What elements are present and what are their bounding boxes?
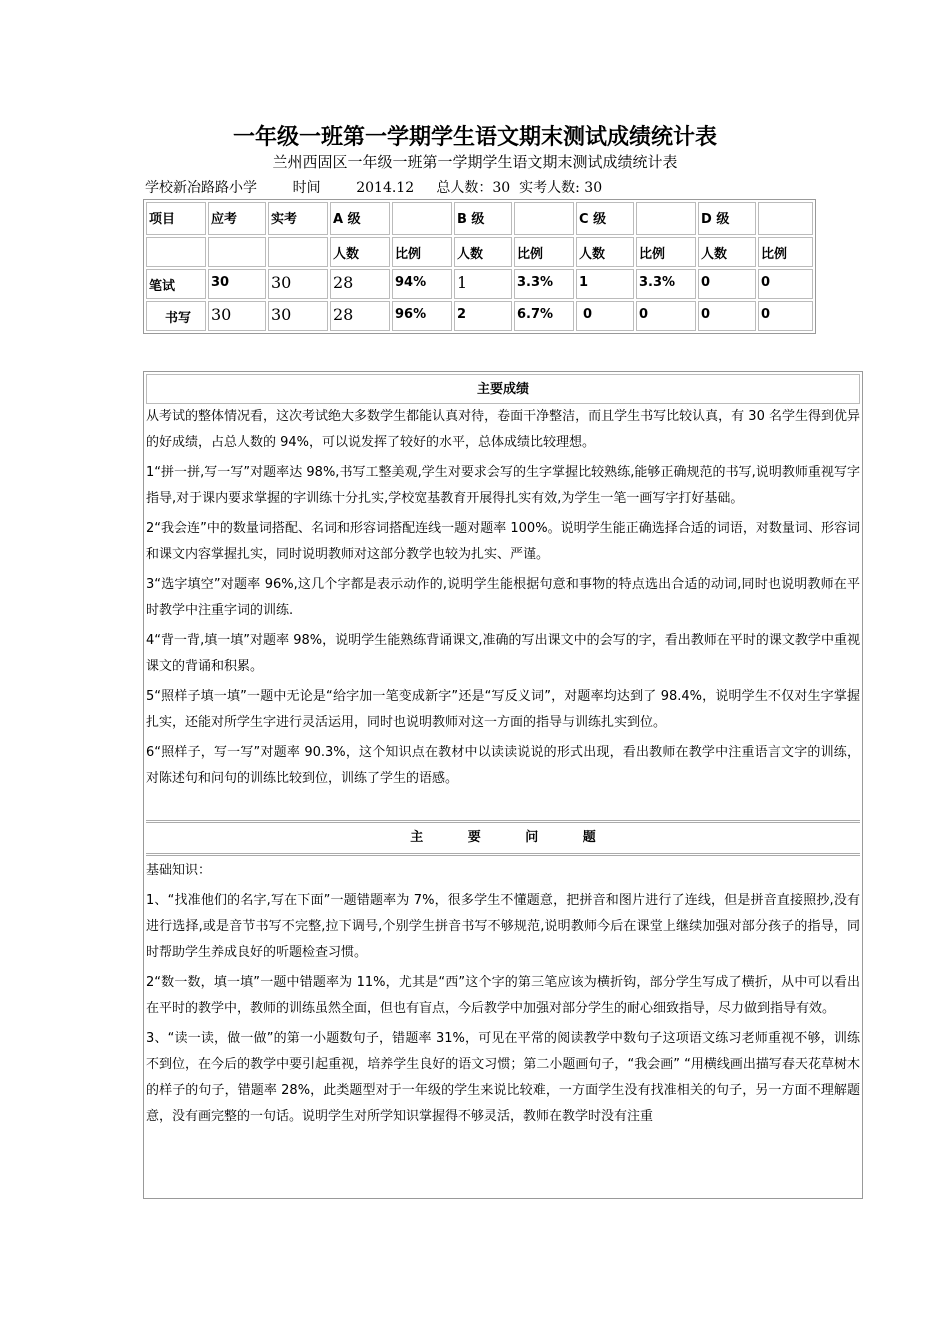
subheader-cell: 人数 xyxy=(330,237,390,267)
table-cell: 0 xyxy=(698,301,756,331)
header-cell: 实考 xyxy=(268,202,328,235)
table-cell: 2 xyxy=(454,301,512,331)
achievement-paragraph: 6“照样子，写一写”对题率 90.3%，这个知识点在教材中以读读说说的形式出现，看出教师在教学中注重语言文字的训练，对陈述句和问句的训练比较到位，训练了学生的语感。 xyxy=(146,745,860,786)
header-cell xyxy=(758,202,813,235)
header-cell xyxy=(514,202,574,235)
header-cell xyxy=(392,202,452,235)
achievement-paragraph: 1“拼一拼,写一写”对题率达 98%,书写工整美观,学生对要求会写的生字掌握比较熟练,能够正确规范的书写,说明教师重视写字指导,对于课内要求掌握的字训练十分扎实,学校宽基教育开展得扎实有效,为学生一笔一画写字打好基础。 xyxy=(146,465,860,506)
achievement-paragraph: 从考试的整体情况看，这次考试绝大多数学生都能认真对待，卷面干净整洁，而且学生书写比较认真，有 30 名学生得到优异的好成绩，占总人数的 94%，可以说发挥了较好的水平，总体成绩比较理想。 xyxy=(146,409,860,450)
subheader-cell: 比例 xyxy=(758,237,813,267)
table-cell: 94% xyxy=(392,269,452,299)
table-cell: 28 xyxy=(330,301,390,331)
subheader-cell: 人数 xyxy=(454,237,512,267)
header-cell: C 级 xyxy=(576,202,634,235)
subheader-cell: 人数 xyxy=(576,237,634,267)
table-cell: 1 xyxy=(454,269,512,299)
table-cell: 0 xyxy=(758,301,813,331)
table-cell: 0 xyxy=(758,269,813,299)
subheader-cell xyxy=(146,237,206,267)
table-cell: 1 xyxy=(576,269,634,299)
subheader-cell xyxy=(208,237,266,267)
problem-paragraph: 2“数一数，填一填”一题中错题率为 11%，尤其是“西”这个字的第三笔应该为横折钩，部分学生写成了横折，从中可以看出在平时的教学中，教师的训练虽然全面，但也有盲点，今后教学中加强对部分学生的耐心细致指导，尽力做到指导有效。 xyxy=(146,975,860,1016)
table-cell: 30 xyxy=(208,301,266,331)
time-value: 2014.12 xyxy=(356,180,415,196)
subheader-cell: 比例 xyxy=(392,237,452,267)
score-table xyxy=(143,199,816,334)
table-header-row xyxy=(146,202,813,235)
table-row xyxy=(146,269,813,299)
header-cell xyxy=(636,202,696,235)
header-cell: D 级 xyxy=(698,202,756,235)
table-cell: 30 xyxy=(268,301,328,331)
table-cell: 28 xyxy=(330,269,390,299)
total-count: 总人数：30 xyxy=(436,180,511,196)
table-cell: 0 xyxy=(698,269,756,299)
problem-paragraph: 3、“读一读，做一做”的第一小题数句子，错题率 31%，可见在平常的阅读教学中数句子这项语文练习老师重视不够，训练不到位，在今后的教学中要引起重视，培养学生良好的语文习惯；第二小题画句子，“我会画” “用横线画出描写春天花草树木的样子的句子，错题率 28%，此类题型对于一年级的学生来说比较难，一方面学生没有找准相关的句子，另一方面不理解题意，没有画完整的一句话。说明学生对所学知识掌握得不够灵活，教师在教学时没有注重 xyxy=(146,1031,860,1124)
page-subtitle: 兰州西固区一年级一班第一学期学生语文期末测试成绩统计表 xyxy=(272,153,678,171)
subheader-cell: 人数 xyxy=(698,237,756,267)
row-label: 书写 xyxy=(146,301,206,331)
meta-line xyxy=(145,177,602,197)
subheader-cell xyxy=(268,237,328,267)
table-cell: 30 xyxy=(208,269,266,299)
table-cell: 3.3% xyxy=(514,269,574,299)
table-cell: 30 xyxy=(268,269,328,299)
page-title: 一年级一班第一学期学生语文期末测试成绩统计表 xyxy=(232,125,717,150)
time-label: 时间 xyxy=(292,180,321,196)
report-box xyxy=(143,371,863,1199)
table-cell: 0 xyxy=(636,301,696,331)
table-cell: 0 xyxy=(576,301,634,331)
school-name: 学校新冶路路小学 xyxy=(145,180,257,196)
row-label: 笔试 xyxy=(146,269,206,299)
achievements-heading: 主要成绩 xyxy=(146,374,860,404)
table-subheader-row xyxy=(146,237,813,267)
table-cell: 6.7% xyxy=(514,301,574,331)
table-row xyxy=(146,301,813,331)
problem-paragraph: 1、“找准他们的名字,写在下面”一题错题率为 7%，很多学生不懂题意，把拼音和图片进行了连线，但是拼音直接照抄,没有进行选择,或是音节书写不完整,拉下调号,个别学生拼音书写不够规范,说明教师今后在课堂上继续加强对部分孩子的指导，同时帮助学生养成良好的听题检查习惯。 xyxy=(146,893,860,960)
header-cell: B 级 xyxy=(454,202,512,235)
achievement-paragraph: 3“选字填空”对题率 96%,这几个字都是表示动作的,说明学生能根据句意和事物的特点选出合适的动词,同时也说明教师在平时教学中注重字词的训练. xyxy=(146,577,860,618)
header-cell: 应考 xyxy=(208,202,266,235)
table-cell: 3.3% xyxy=(636,269,696,299)
problems-heading: 主 要 问 题 xyxy=(146,823,860,856)
actual-count: 实考人数: 30 xyxy=(519,180,603,196)
achievement-paragraph: 2“我会连”中的数量词搭配、名词和形容词搭配连线一题对题率 100%。说明学生能正确选择合适的词语，对数量词、形容词和课文内容掌握扎实，同时说明教师对这部分教学也较为扎实、严谨。 xyxy=(146,521,860,562)
header-cell: 项目 xyxy=(146,202,206,235)
subheader-cell: 比例 xyxy=(514,237,574,267)
achievement-paragraph: 4“背一背,填一填”对题率 98%，说明学生能熟练背诵课文,准确的写出课文中的会写的字，看出教师在平时的课文教学中重视课文的背诵和积累。 xyxy=(146,633,860,674)
subheader-cell: 比例 xyxy=(636,237,696,267)
header-cell: A 级 xyxy=(330,202,390,235)
problem-paragraph: 基础知识： xyxy=(146,863,212,878)
achievement-paragraph: 5“照样子填一填”一题中无论是“给字加一笔变成新字”还是“写反义词”，对题率均达到了 98.4%，说明学生不仅对生字掌握扎实，还能对所学生字进行灵活运用，同时也说明教师对这一方面的指导与训练扎实到位。 xyxy=(146,689,860,730)
table-cell: 96% xyxy=(392,301,452,331)
